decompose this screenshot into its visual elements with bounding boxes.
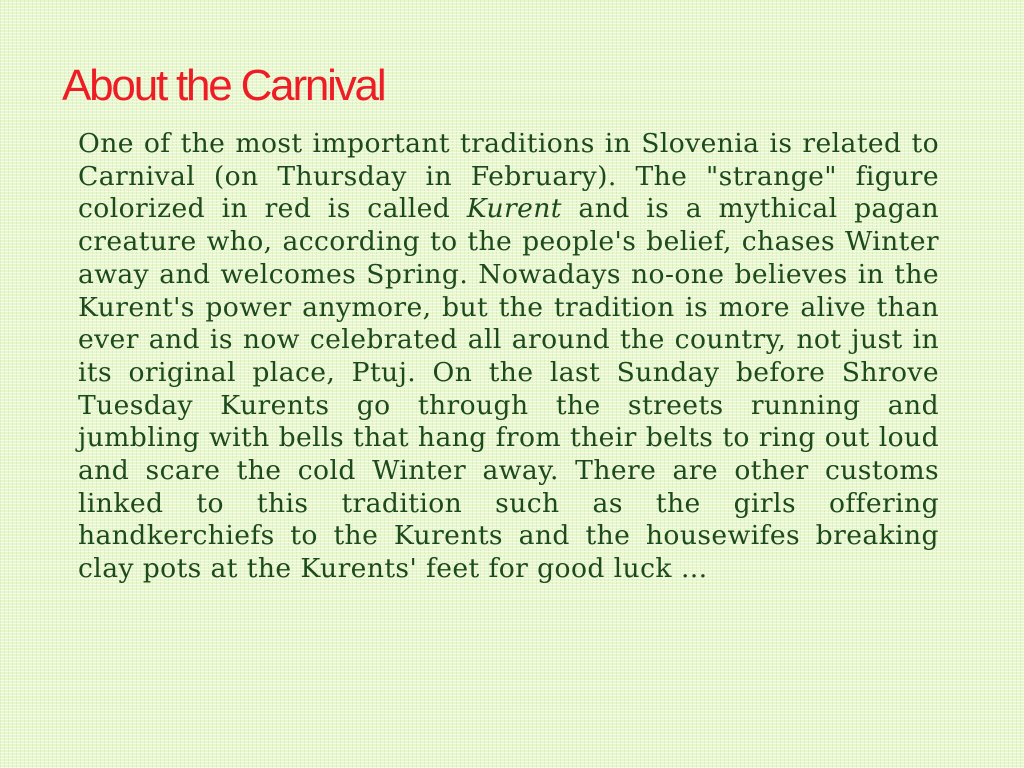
body-text-part-1: One of the most important traditions in Slovenia is related to Carnival (on Thursday in February). The "strange" figure colorized in red is called [78,128,939,225]
slide-title: About the Carnival [62,61,385,110]
body-paragraph [78,128,939,586]
kurent-emphasis: Kurent [466,193,562,225]
body-text-part-2: and is a mythical pagan creature who, according to the people's belief, chases Winter away and welcomes Spring. Nowadays no-one believes in the Kurent's power anymore, but the tradition is more alive than ever and is now celebrated all around the country, not just in its original place, Ptuj. On the last Sunday before Shrove Tuesday Kurents go through the streets running and jumbling with bells that hang from their belts to ring out loud and scare the cold Winter away. There are other customs linked to this tradition such as the girls offering handkerchiefs to the Kurents and the housewifes breaking clay pots at the Kurents' feet for good luck … [78,193,939,585]
